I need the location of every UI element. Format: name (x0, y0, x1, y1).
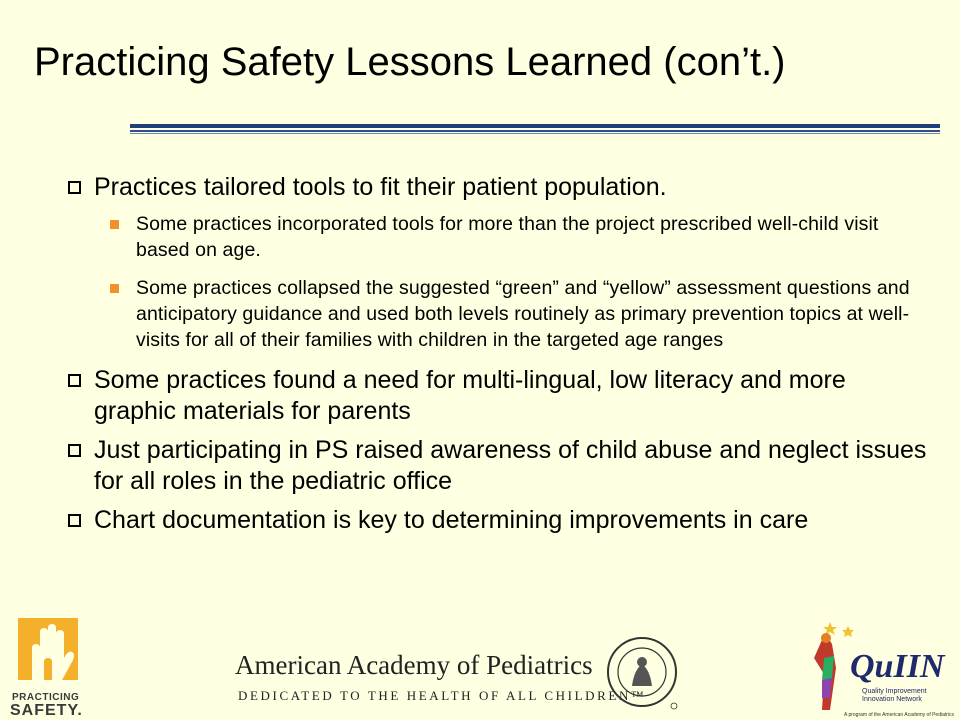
hollow-square-bullet-icon (68, 181, 81, 194)
bullet-item (68, 505, 928, 536)
bullet-text: Practices tailored tools to fit their patient population. (94, 173, 667, 201)
practicing-safety-logo (8, 618, 88, 718)
slide-title: Practicing Safety Lessons Learned (con’t.) (34, 40, 786, 84)
sub-bullet-text: Some practices collapsed the suggested “green” and “yellow” assessment questions and anticipatory guidance and used both levels routinely as primary prevention topics at well-visits for all of their families with children in the targeted age ranges (136, 277, 910, 351)
quiin-sub-line1: Quality Improvement (862, 688, 927, 695)
quiin-subtitle (862, 688, 927, 704)
bullet-item (68, 365, 928, 427)
hollow-square-bullet-icon (68, 444, 81, 457)
sub-bullet-text: Some practices incorporated tools for more than the project prescribed well-child visit based on age. (136, 213, 879, 261)
bullet-text: Just participating in PS raised awareness of child abuse and neglect issues for all roles in the pediatric office (94, 436, 927, 495)
quiin-sub-line2: Innovation Network (862, 696, 922, 703)
aap-seal-icon (604, 634, 682, 712)
hollow-square-bullet-icon (68, 374, 81, 387)
practicing-label: PRACTICING (12, 692, 80, 703)
sub-bullet-list (68, 211, 928, 353)
quiin-footnote: A program of the American Academy of Pediatrics (844, 712, 955, 718)
aap-tagline: DEDICATED TO THE HEALTH OF ALL CHILDREN™ (238, 688, 647, 703)
bullet-item (68, 435, 928, 497)
bullet-list (68, 172, 928, 544)
quiin-name: QuIIN (850, 648, 945, 685)
sub-bullet-item (68, 211, 928, 263)
hollow-square-bullet-icon (68, 514, 81, 527)
sub-bullet-item (68, 275, 928, 353)
safety-label: SAFETY. (10, 702, 83, 719)
orange-square-bullet-icon (110, 284, 119, 293)
orange-square-bullet-icon (110, 220, 119, 229)
hand-icon (18, 618, 78, 680)
title-divider (130, 124, 940, 134)
quiin-logo (800, 618, 955, 718)
bullet-item (68, 172, 928, 203)
bullet-text: Some practices found a need for multi-lingual, low literacy and more graphic materials for parents (94, 366, 846, 425)
bullet-text: Chart documentation is key to determining improvements in care (94, 506, 809, 534)
aap-name: American Academy of Pediatrics (235, 650, 593, 680)
